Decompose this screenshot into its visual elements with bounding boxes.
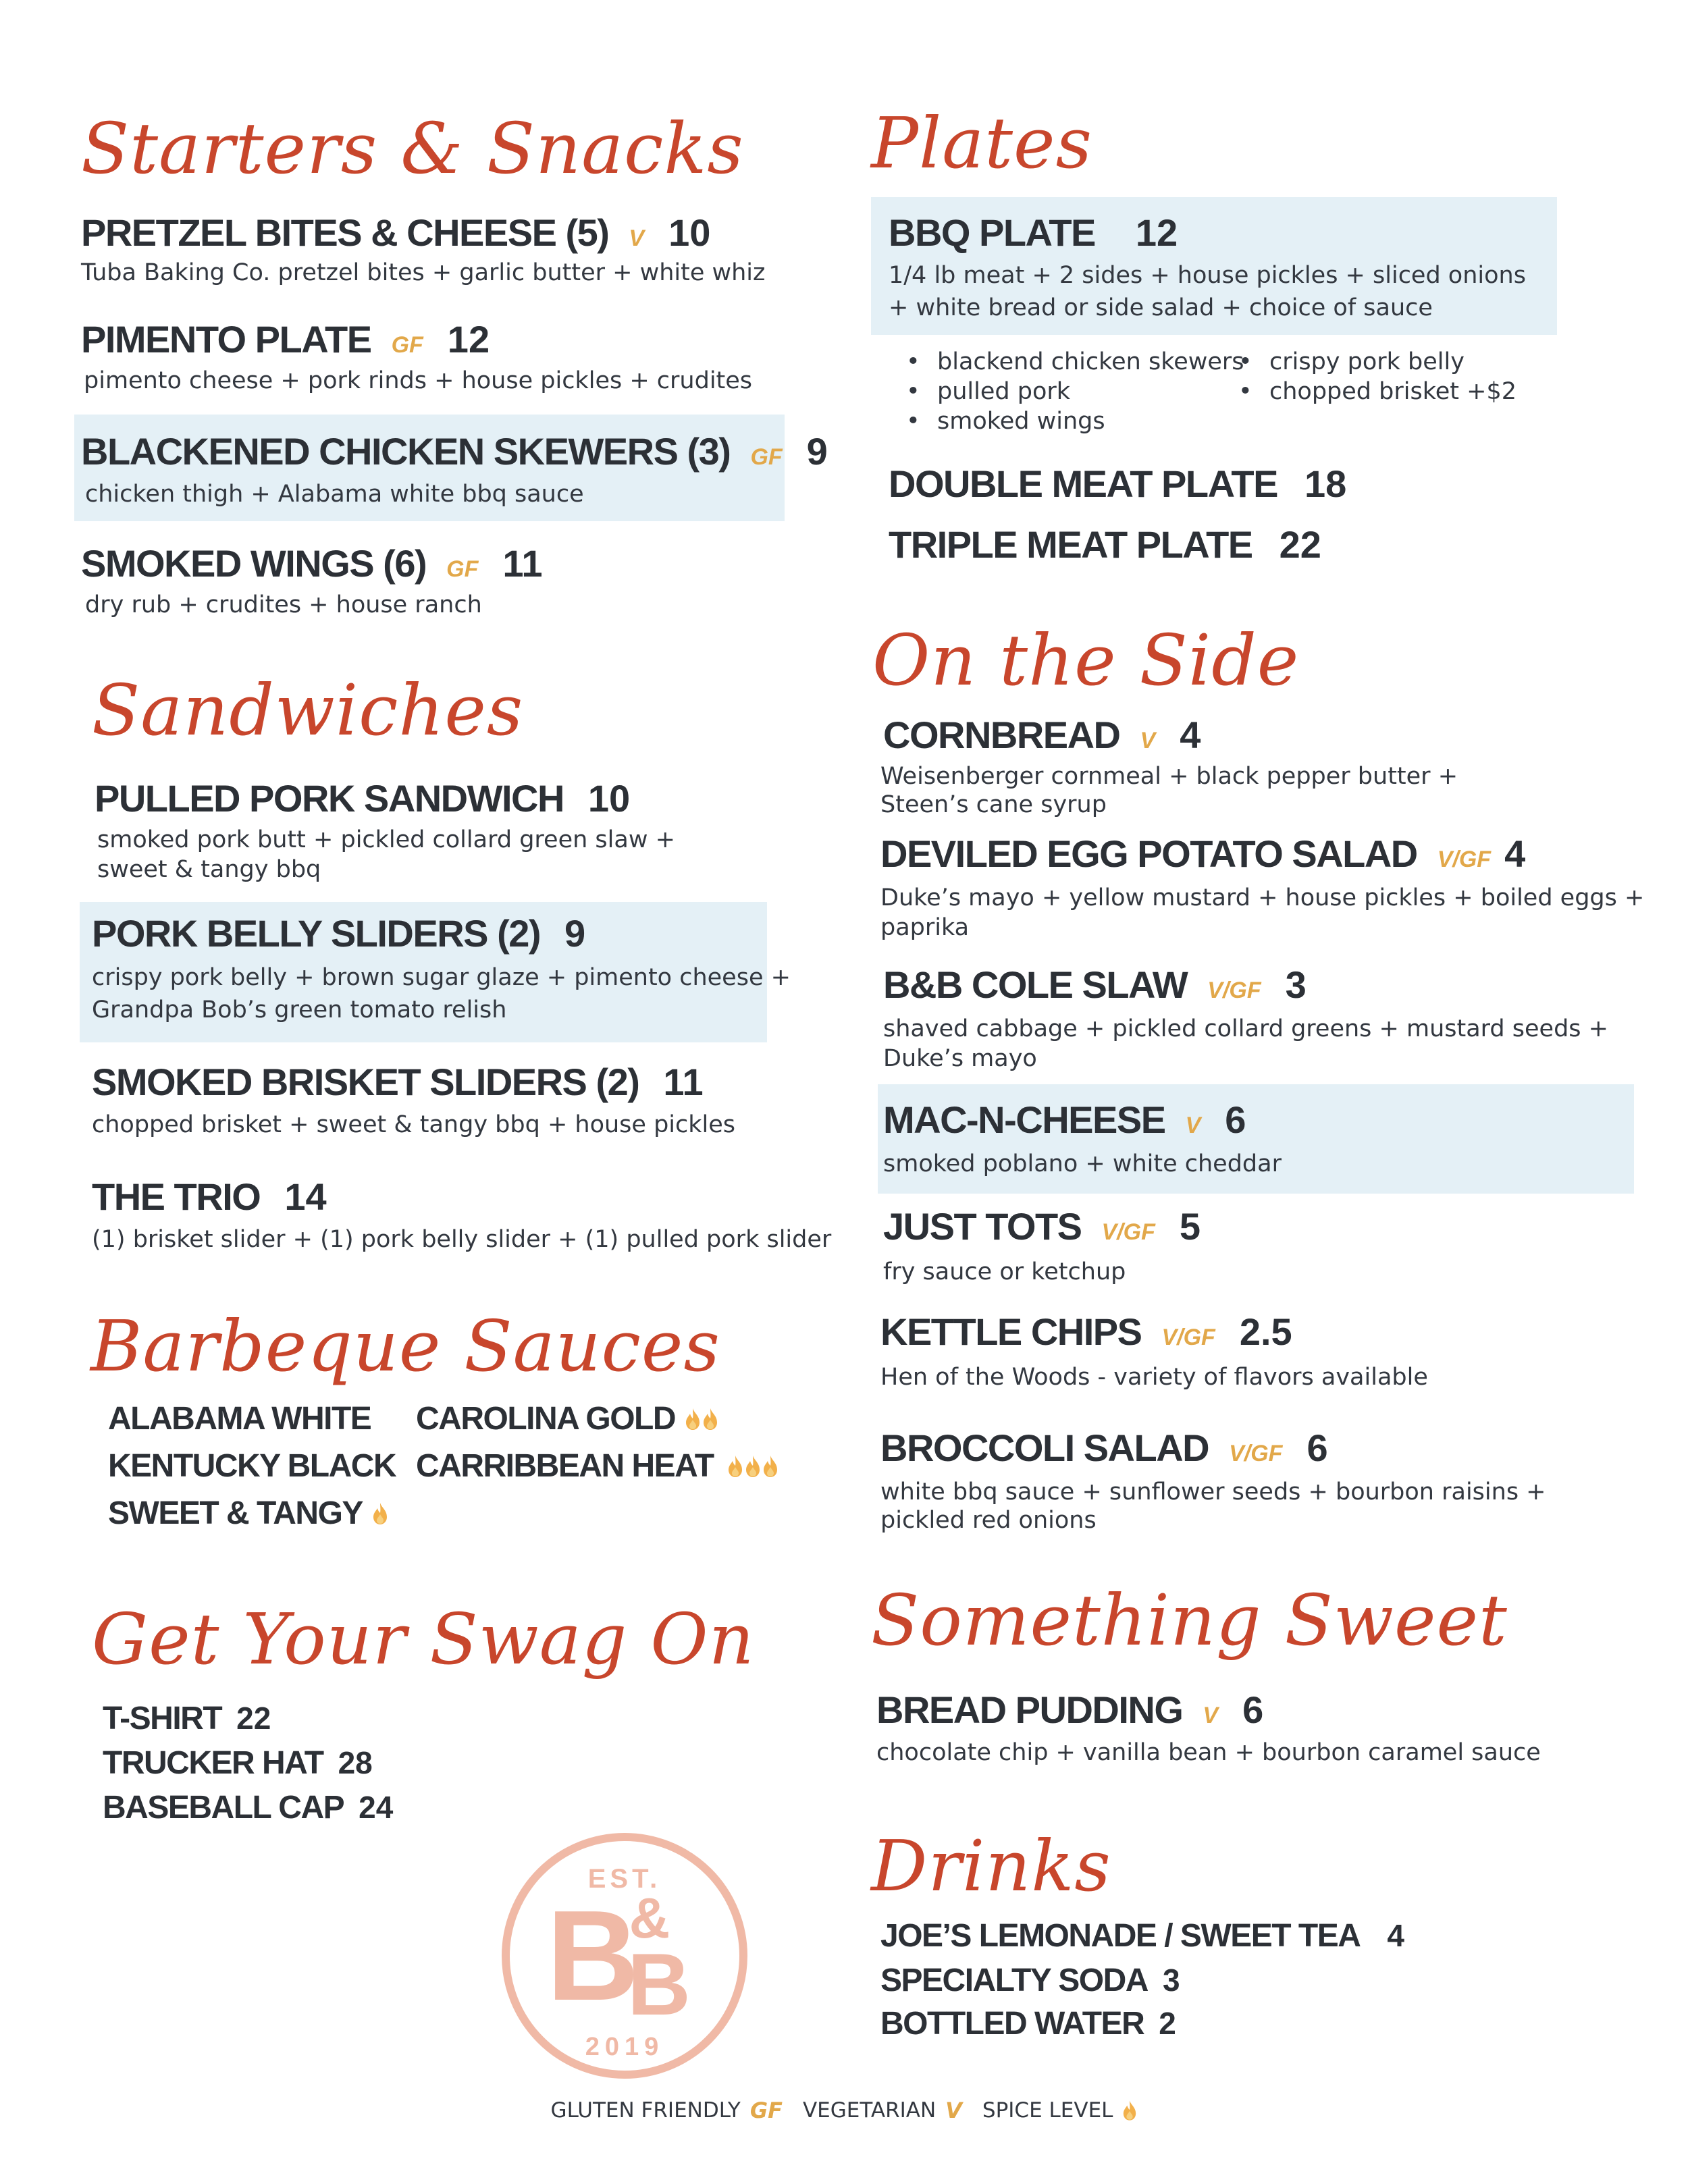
menu-item-triple-meat-plate (889, 523, 1321, 566)
legend-gf-tag: GF (749, 2098, 783, 2123)
item-price: 14 (284, 1175, 327, 1218)
dietary-tag: V/GF (1161, 1325, 1215, 1350)
sauce-name: KENTUCKY BLACK (108, 1448, 396, 1484)
dietary-tag: V/GF (1229, 1441, 1283, 1466)
item-price: 10 (587, 777, 631, 820)
sauce-name: CARRIBBEAN HEAT (416, 1448, 714, 1484)
item-name: CORNBREAD (883, 714, 1120, 756)
swag-item-baseball-cap (103, 1789, 393, 1826)
flame-icon (702, 1408, 718, 1431)
item-price: 4 (1180, 714, 1201, 756)
item-price: 22 (1279, 523, 1321, 566)
menu-item-pork-belly-sliders (92, 911, 585, 955)
item-price: 4 (1504, 832, 1526, 875)
menu-item-bbq-plate (889, 211, 1178, 255)
meat-option: • smoked wings (906, 406, 1244, 436)
item-name: SMOKED WINGS (6) (81, 542, 427, 585)
item-price: 6 (1307, 1427, 1328, 1469)
item-name: JUST TOTS (883, 1205, 1082, 1248)
drink-item-bottled-water (880, 2005, 1176, 2042)
flame-icon (372, 1502, 388, 1525)
meat-option: • blackend chicken skewers (906, 347, 1244, 377)
item-description: smoked poblano + white cheddar (883, 1150, 1282, 1177)
item-name: JOE’S LEMONADE / SWEET TEA (880, 1918, 1361, 1954)
item-description: fry sauce or ketchup (883, 1258, 1126, 1285)
legend-v-label: VEGETARIAN (802, 2098, 937, 2123)
item-price: 11 (502, 542, 543, 585)
item-price: 28 (338, 1745, 373, 1780)
item-price: 22 (236, 1701, 271, 1736)
swag-heading: Get Your Swag On (92, 1598, 755, 1680)
menu-item-the-trio (92, 1175, 327, 1219)
menu-item-just-tots (883, 1204, 1201, 1248)
logo-ampersand: & (629, 1886, 670, 1950)
meat-options-left (906, 347, 1244, 436)
logo-letter-1: B (546, 1884, 639, 2027)
drink-item-lemonade-sweet-tea (880, 1917, 1404, 1954)
item-description: Hen of the Woods - variety of flavors available (880, 1364, 1428, 1391)
vegetarian-tag: V (1203, 1703, 1219, 1728)
gluten-friendly-tag: GF (750, 444, 783, 470)
item-name: B&B COLE SLAW (883, 963, 1188, 1006)
item-description-line-2: + white bread or side salad + choice of sauce (889, 294, 1433, 321)
starters-heading: Starters & Snacks (81, 107, 744, 190)
sauce-alabama-white (108, 1400, 371, 1437)
sauce-carolina-gold (416, 1400, 718, 1437)
menu-item-smoked-wings (81, 541, 543, 585)
item-price: 5 (1179, 1205, 1201, 1248)
flame-icon (1122, 2100, 1137, 2121)
legend-spice-label: SPICE LEVEL (982, 2098, 1113, 2123)
sauce-kentucky-black (108, 1447, 396, 1485)
menu-item-double-meat-plate (889, 462, 1346, 506)
vegetarian-tag: V (629, 225, 645, 251)
sweet-heading: Something Sweet (871, 1579, 1508, 1661)
logo-letter-2: B (627, 1935, 691, 2033)
flame-icon (685, 1408, 701, 1431)
menu-item-pretzel-bites (81, 211, 710, 255)
plates-heading: Plates (871, 102, 1092, 184)
menu-item-deviled-egg-potato-salad (880, 832, 1525, 876)
item-price: 18 (1304, 462, 1347, 505)
item-price: 9 (564, 912, 586, 955)
menu-item-smoked-brisket-sliders (92, 1060, 704, 1104)
item-name: T-SHIRT (103, 1701, 222, 1736)
menu-item-pulled-pork-sandwich (95, 776, 630, 820)
menu-item-mac-n-cheese (883, 1098, 1246, 1142)
item-name: SPECIALTY SODA (880, 1963, 1148, 1998)
item-name: TRIPLE MEAT PLATE (889, 523, 1252, 566)
gluten-friendly-tag: GF (446, 556, 479, 582)
dietary-tag: V/GF (1437, 847, 1492, 872)
item-description: 1/4 lb meat + 2 sides + house pickles + sliced onions (889, 262, 1526, 289)
item-price: 9 (806, 430, 828, 473)
sauce-sweet-tangy (108, 1495, 388, 1532)
item-name: BROCCOLI SALAD (880, 1427, 1209, 1469)
item-price: 6 (1225, 1098, 1246, 1141)
dietary-legend (0, 2098, 1688, 2123)
item-name: BREAD PUDDING (876, 1688, 1183, 1731)
item-description: dry rub + crudites + house ranch (85, 591, 482, 618)
item-description-line-2: Duke’s mayo (883, 1045, 1037, 1072)
item-name: BLACKENED CHICKEN SKEWERS (3) (81, 430, 731, 473)
item-name: BBQ PLATE (889, 211, 1095, 254)
menu-item-cornbread (883, 713, 1201, 757)
item-description-line-2: paprika (880, 914, 970, 941)
item-name: MAC-N-CHEESE (883, 1098, 1165, 1141)
item-price: 12 (447, 318, 490, 361)
item-name: BOTTLED WATER (880, 2006, 1144, 2042)
item-price: 10 (668, 211, 711, 254)
bb-logo (500, 1831, 749, 2081)
sauce-name: CAROLINA GOLD (416, 1401, 676, 1437)
logo-year: 2019 (585, 2033, 664, 2061)
meat-option: • crispy pork belly (1238, 347, 1516, 377)
spice-level (727, 1455, 779, 1478)
item-description: Tuba Baking Co. pretzel bites + garlic butter + white whiz (81, 259, 766, 286)
menu-item-pimento-plate (81, 317, 490, 361)
dietary-tag: V/GF (1207, 978, 1261, 1003)
item-description-line-2: sweet & tangy bbq (97, 856, 321, 883)
meat-options-right (1238, 347, 1516, 406)
item-name: SMOKED BRISKET SLIDERS (2) (92, 1061, 639, 1103)
item-price: 3 (1285, 963, 1307, 1006)
menu-item-broccoli-salad (880, 1426, 1328, 1470)
item-price: 11 (663, 1061, 704, 1103)
item-description-line-2: Grandpa Bob’s green tomato relish (92, 996, 507, 1023)
item-description: crispy pork belly + brown sugar glaze + pimento cheese + (92, 964, 791, 991)
legend-gf-label: GLUTEN FRIENDLY (550, 2098, 741, 2123)
meat-option: • chopped brisket +$2 (1238, 377, 1516, 406)
item-description: shaved cabbage + pickled collard greens + mustard seeds + (883, 1015, 1608, 1042)
item-name: PORK BELLY SLIDERS (2) (92, 912, 541, 955)
swag-item-trucker-hat (103, 1744, 373, 1782)
item-description-line-2: Steen’s cane syrup (880, 791, 1107, 818)
flame-icon (762, 1455, 779, 1478)
spice-level (372, 1502, 388, 1525)
item-name: THE TRIO (92, 1175, 261, 1218)
menu-item-bread-pudding (876, 1688, 1263, 1732)
item-description: white bbq sauce + sunflower seeds + bourbon raisins + (880, 1479, 1546, 1506)
item-description: (1) brisket slider + (1) pork belly slider + (1) pulled pork slider (92, 1226, 832, 1253)
flame-icon (745, 1455, 761, 1478)
sauce-name: ALABAMA WHITE (108, 1401, 371, 1437)
item-description: pimento cheese + pork rinds + house pickles + crudites (84, 367, 753, 394)
sauces-heading: Barbeque Sauces (90, 1305, 720, 1387)
item-name: DOUBLE MEAT PLATE (889, 462, 1277, 505)
sandwiches-heading: Sandwiches (92, 669, 524, 751)
drinks-heading: Drinks (871, 1825, 1111, 1907)
sauce-carribbean-heat (416, 1447, 779, 1485)
item-price: 4 (1387, 1918, 1405, 1953)
item-price: 3 (1162, 1963, 1180, 1998)
item-name: PIMENTO PLATE (81, 318, 371, 361)
item-name: PRETZEL BITES & CHEESE (5) (81, 211, 609, 254)
logo-est: EST. (587, 1864, 662, 1894)
item-description-line-2: pickled red onions (880, 1507, 1097, 1534)
menu-item-kettle-chips (880, 1310, 1292, 1354)
sauce-name: SWEET & TANGY (108, 1495, 363, 1531)
vegetarian-tag: V (1140, 728, 1156, 753)
item-name: KETTLE CHIPS (880, 1310, 1142, 1353)
vegetarian-tag: V (1185, 1113, 1201, 1138)
item-name: TRUCKER HAT (103, 1745, 323, 1781)
flame-icon (727, 1455, 743, 1478)
spice-level (685, 1408, 718, 1431)
item-description: smoked pork butt + pickled collard green slaw + (97, 826, 675, 853)
item-price: 24 (359, 1790, 394, 1825)
item-description: Duke’s mayo + yellow mustard + house pickles + boiled eggs + (880, 884, 1645, 911)
item-description: Weisenberger cornmeal + black pepper butter + (880, 763, 1458, 790)
item-name: BASEBALL CAP (103, 1790, 344, 1826)
item-name: PULLED PORK SANDWICH (95, 777, 564, 820)
item-price: 12 (1135, 211, 1178, 254)
dietary-tag: V/GF (1101, 1219, 1155, 1245)
menu-item-bb-cole-slaw (883, 963, 1307, 1007)
gluten-friendly-tag: GF (391, 332, 423, 358)
item-price: 2.5 (1239, 1310, 1292, 1353)
drink-item-specialty-soda (880, 1962, 1180, 1999)
item-description: chocolate chip + vanilla bean + bourbon caramel sauce (876, 1739, 1541, 1766)
item-price: 2 (1159, 2006, 1176, 2041)
legend-v-tag: V (945, 2098, 962, 2123)
sides-heading: On the Side (872, 619, 1300, 701)
item-price: 6 (1242, 1688, 1264, 1731)
swag-item-t-shirt (103, 1700, 271, 1737)
menu-item-blackened-chicken-skewers (81, 429, 828, 473)
item-description: chopped brisket + sweet & tangy bbq + house pickles (92, 1111, 736, 1138)
item-description: chicken thigh + Alabama white bbq sauce (85, 481, 584, 508)
meat-option: • pulled pork (906, 377, 1244, 406)
item-name: DEVILED EGG POTATO SALAD (880, 832, 1417, 875)
